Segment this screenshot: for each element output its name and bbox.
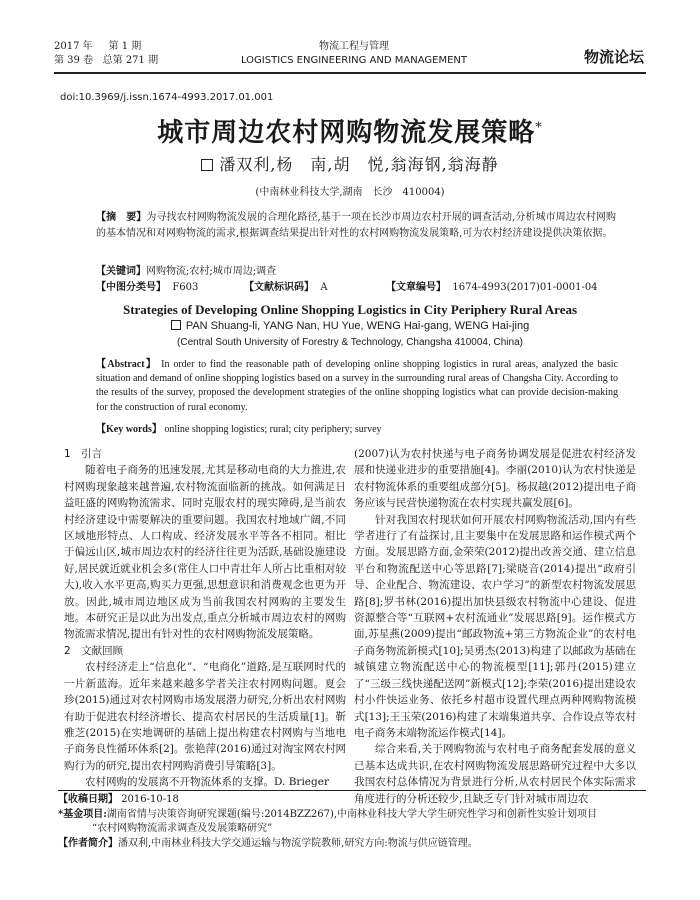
author-bio bbox=[58, 837, 646, 852]
keywords-en-text: online shopping logistics; rural; city periphery; survey bbox=[164, 424, 382, 435]
received-value: 2016-10-18 bbox=[121, 794, 179, 805]
doi: doi:10.3969/j.issn.1674-4993.2017.01.001 bbox=[60, 92, 274, 103]
footnote bbox=[58, 790, 646, 851]
author-list: 潘双利,杨 南,胡 悦,翁海钢,翁海静 bbox=[219, 155, 499, 174]
author-bio-value: 潘双利,中南林业科技大学交通运输与物流学院教师,研究方向:物流与供应链管理。 bbox=[118, 837, 478, 849]
total-issue: 总第 271 期 bbox=[102, 55, 159, 66]
doc-value: A bbox=[320, 282, 328, 293]
received-label: 【收稿日期】 bbox=[58, 794, 118, 805]
article-label: 【文章编号】 bbox=[386, 282, 446, 293]
clc-number bbox=[96, 278, 198, 293]
paragraph: 针对我国农村现状如何开展农村网购物流活动,国内有些学者进行了有益探讨,且主要集中在发展思路和运作模式两个方面。发展思路方面,金荣荣(2012)提出改善交通、建立信息平台和物流配送中心等思路[7];梁晓音(2014)提出“政府引导、企业配合、物流建设、农户学习”的新型农村物流发展思路[8];罗书林(2016)提出加快县级农村物流中心建设、促进资源整合等“互联网+农村流通业”发展思路[9]。运作模式方面,苏星燕(2009)提出“邮政物流+第三方物流企业”的农村电子商务物流新模式[10];吴勇杰(2013)构建了以邮政为基础在城镇建立物流配送中心的物流模型[11];郭丹(2015)建立了“三级三线快递配送网”新模式[12];李荣(2016)提出建设农村小件快运业务、依托乡村超市设置代理点两种网购物流模式[13];王玉荣(2016)构建了末端集道共享、合作设点等农村电子商务末端物流运作模式[14]。 bbox=[354, 513, 636, 739]
year: 2017 年 bbox=[54, 41, 93, 52]
fund-info bbox=[58, 808, 646, 823]
fund-label: *基金项目: bbox=[58, 808, 107, 820]
paper-title-text: 城市周边农村网购物流发展策略 bbox=[157, 118, 536, 148]
section-2-heading: 2 文献回顾 bbox=[64, 644, 124, 657]
journal-name-cn: 物流工程与管理 bbox=[319, 41, 389, 52]
keywords-cn-label: 【关键词】 bbox=[96, 266, 146, 277]
author-list-en: PAN Shuang-li, YANG Nan, HU Yue, WENG Hai-gang, WENG Hai-jing bbox=[185, 320, 530, 332]
square-box-icon bbox=[171, 320, 181, 330]
square-box-icon bbox=[201, 159, 213, 171]
affiliation: (中南林业科技大学,湖南 长沙 410004) bbox=[255, 187, 445, 198]
body-left-column bbox=[64, 446, 346, 791]
keywords-cn bbox=[96, 262, 616, 277]
paper-title bbox=[0, 112, 700, 149]
volume: 第 39 卷 bbox=[54, 55, 94, 66]
keywords-en-label: 【Key words】 bbox=[96, 424, 162, 435]
journal-name-en: LOGISTICS ENGINEERING AND MANAGEMENT bbox=[240, 55, 468, 66]
paragraph: 农村网购的发展离不开物流体系的支撑。D. Brieger bbox=[85, 776, 329, 789]
affiliation-en: (Central South University of Forestry & Technology, Changsha 410004, China) bbox=[177, 337, 523, 348]
abstract-cn-label: 【摘 要】 bbox=[96, 212, 147, 223]
column-name: 物流论坛 bbox=[583, 48, 644, 66]
fund-info-continued: “农村网购物流需求调查及发展策略研究” bbox=[92, 823, 273, 834]
journal-name bbox=[214, 40, 494, 68]
issue-info bbox=[54, 40, 158, 68]
paragraph: 随着电子商务的迅速发展,尤其是移动电商的大力推进,农村网购现象越来越普遍,农村物流面临新的挑战。如何满足日益旺盛的网购物流需求、同时克服农村的现实障碍,是当前农村经济建设中需要解决的重要问题。我国农村地域广阔,不同区域地形特点、人口构成、经济发展水平等各不相同。相比于偏远山区,城市周边农村的经济往往更为活跃,基础设施建设好,居民就近就业机会多(常住人口中青壮年人所占比重相对较大),收入水平更高,购买力更强,思想意识和消费观念也更为开放。因此,城市周边地区成为当前我国农村网购的主要发生地。本研究正是以此为出发点,重点分析城市周边农村的网购物流需求情况,提出有针对性的农村网购物流发展策略。 bbox=[64, 464, 346, 641]
title-footnote-mark: * bbox=[535, 120, 543, 136]
authors-en bbox=[0, 320, 700, 332]
keywords-en bbox=[96, 420, 618, 435]
paragraph: (2007)认为农村快递与电子商务协调发展是促进农村经济发展和快递业进步的重要措施[4]。李丽(2010)认为农村快递是农村物流体系的重要组成部分[5]。杨叔越(2012)提出电子商务应该与民营快递物流在农村实现共赢发展[6]。 bbox=[354, 448, 636, 510]
received-date bbox=[58, 793, 646, 808]
article-number bbox=[386, 278, 598, 293]
abstract-en-label: 【Abstract】 bbox=[96, 359, 158, 370]
authors bbox=[0, 152, 700, 175]
doc-label: 【文献标识码】 bbox=[244, 282, 314, 293]
issue: 第 1 期 bbox=[108, 41, 142, 52]
author-bio-label: 【作者简介】 bbox=[58, 837, 118, 849]
body-right-column bbox=[354, 446, 636, 807]
fund-value: 湖南省情与决策咨询研究课题(编号:2014BZZ267),中南林业科技大学大学生研究性学习和创新性实验计划项目 bbox=[106, 808, 598, 820]
article-value: 1674-4993(2017)01-0001-04 bbox=[452, 282, 598, 293]
abstract-en bbox=[96, 358, 618, 415]
paper-title-en: Strategies of Developing Online Shopping Logistics in City Periphery Rural Areas bbox=[122, 302, 578, 317]
paragraph: 综合来看,关于网购物流与农村电子商务配套发展的意义已基本达成共识,在农村网购物流发展思路研究过程中大多以我国农村总体情况为背景进行分析,从农村居民个体实际需求角度进行的分析还较少,且缺乏专门针对城市周边农 bbox=[354, 743, 636, 805]
doc-code bbox=[244, 278, 328, 293]
journal-header bbox=[54, 40, 646, 74]
abstract-cn bbox=[96, 210, 616, 241]
section-1-heading: 1 引言 bbox=[64, 448, 103, 460]
keywords-cn-text: 网购物流;农村;城市周边;调查 bbox=[146, 266, 277, 277]
clc-value: F603 bbox=[172, 282, 199, 293]
paragraph: 农村经济走上“信息化”、“电商化”道路,是互联网时代的一片新蓝海。近年来越来越多学者关注农村网购问题。夏会珍(2015)通过对农村网购市场发展潜力研究,分析出农村网购有助于促进农村经济增长、提高农村居民的生活质量[1]。靳雅芝(2015)在实地调研的基础上提出构建农村网购与当地电子商务良性循环体系[2]。张艳萍(2016)通过对淘宝网农村网购行为的研究,提出农村网购消费引导策略[3]。 bbox=[64, 661, 346, 772]
clc-label: 【中图分类号】 bbox=[96, 282, 166, 293]
abstract-cn-text: 为寻找农村网购物流发展的合理化路径,基于一项在长沙市周边农村开展的调查活动,分析城市周边农村网购的基本情况和对网购物流的需求,根据调查结果提出针对性的农村网购物流发展策略,可为农村经济建设提供决策依据。 bbox=[96, 212, 617, 239]
abstract-en-text: In order to find the reasonable path of developing online shopping logistics in rural areas, analyzed the basic situation and demand of online shopping logistics based on a survey in the surrounding rural areas of Changsha City. According to the results of the survey, proposed the development strategies of the online shopping logistics what can provide decision-making for the construction of rural economy. bbox=[96, 359, 618, 413]
